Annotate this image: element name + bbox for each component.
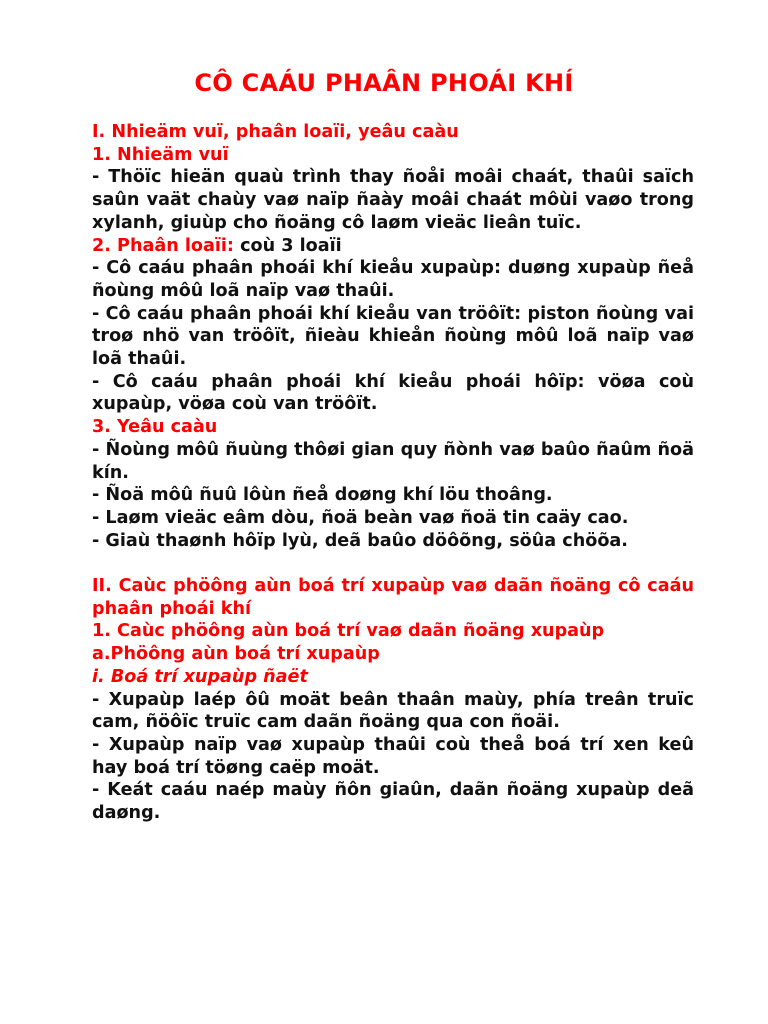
list-item: - Xupaùp laép ôû moät beân thaân maùy, phía treân truïc cam, ñöôïc truïc cam daãn ñoäng qua con ñoäi. <box>92 689 694 733</box>
section-2-1-heading: 1. Caùc phöông aùn boá trí vaø daãn ñoäng xupaùp <box>92 621 605 642</box>
list-item: - Giaù thaønh hôïp lyù, deã baûo döôõng, söûa chöõa. <box>92 530 628 551</box>
blank-line <box>92 552 694 575</box>
list-item: - Laøm vieäc eâm dòu, ñoä beàn vaø ñoä tin caäy cao. <box>92 507 629 528</box>
section-1-2-heading-rest: coù 3 loaïi <box>233 235 342 256</box>
section-2-1ai-heading: i. Boá trí xupaùp ñaët <box>92 666 308 687</box>
section-1-2-line <box>92 235 694 258</box>
list-item: - Xupaùp naïp vaø xupaùp thaûi coù theå boá trí xen keû hay boá trí töøng caëp moät. <box>92 734 694 778</box>
list-item: - Cô caáu phaân phoái khí kieåu xupaùp: duøng xupaùp ñeå ñoùng môû loã naïp vaø thaûi. <box>92 258 694 301</box>
section-1-heading: I. Nhieäm vuï, phaân loaïi, yeâu caàu <box>92 122 459 142</box>
document-body <box>92 121 694 825</box>
section-1-3-heading: 3. Yeâu caàu <box>92 417 218 438</box>
list-item: - Ñoä môû ñuû lôùn ñeå doøng khí löu thoâng. <box>92 485 553 506</box>
list-item: - Cô caáu phaân phoái khí kieåu phoái hôïp: vöøa coù xupaùp, vöøa coù van tröôït. <box>92 371 694 415</box>
section-1-2-heading: 2. Phaân loaïi: <box>92 235 234 256</box>
list-item: - Ñoùng môû ñuùng thôøi gian quy ñònh vaø baûo ñaûm ñoä kín. <box>92 439 694 483</box>
paragraph: - Thöïc hieän quaù trình thay ñoåi moâi chaát, thaûi saïch saûn vaät chaùy vaø naïp ñaày moâi chaát môùi vaøo trong xylanh, giuùp cho ñoäng cô laøm vieäc lieân tuïc. <box>92 167 694 233</box>
section-2-heading: II. Caùc phöông aùn boá trí xupaùp vaø daãn ñoäng cô caáu phaân phoái khí <box>92 576 694 619</box>
list-item: - Keát caáu naép maùy ñôn giaûn, daãn ñoäng xupaùp deã daøng. <box>92 780 694 824</box>
document-title: CÔ CAÁU PHAÂN PHOÁI KHÍ <box>194 69 574 97</box>
list-item: - Cô caáu phaân phoái khí kieåu van tröôït: piston ñoùng vai troø nhö van tröôït, ñieàu khieån ñoùng môû loã naïp vaø loã thaûi. <box>92 303 694 370</box>
section-1-1-heading: 1. Nhieäm vuï <box>92 144 229 165</box>
section-2-1a-heading: a.Phöông aùn boá trí xupaùp <box>92 644 380 665</box>
